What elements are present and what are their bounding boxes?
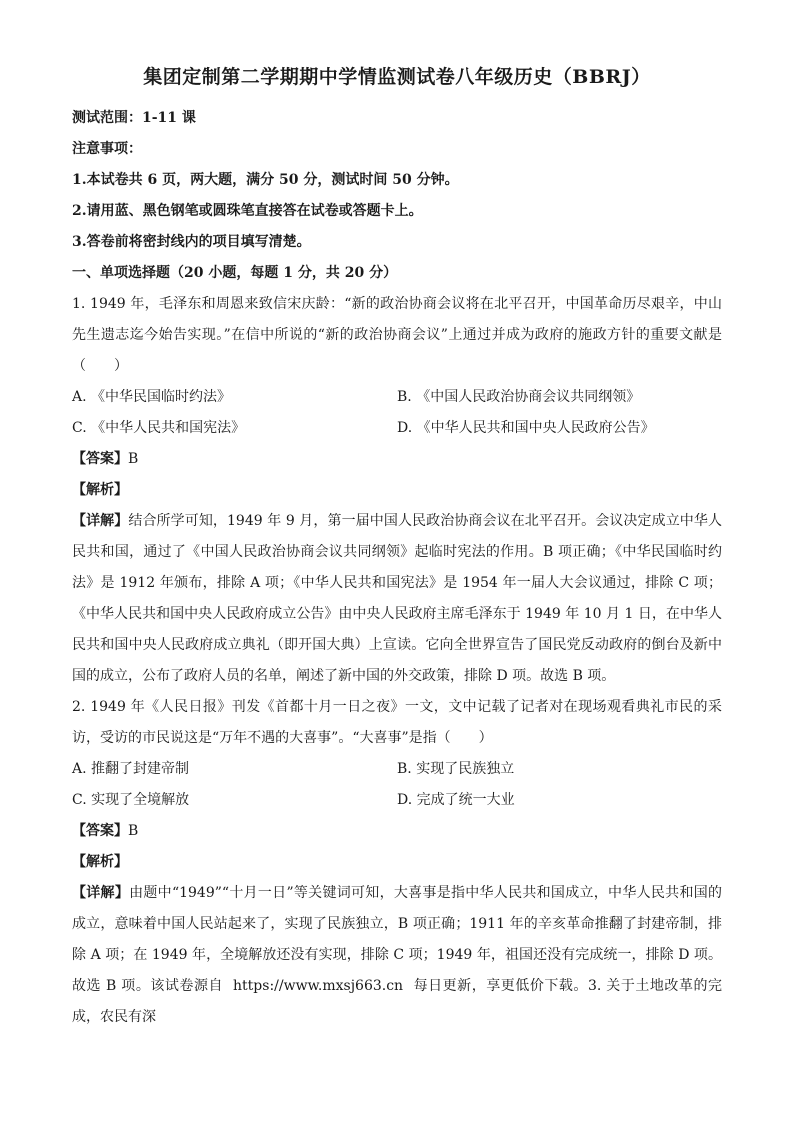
question-2-detail: [72, 878, 722, 1033]
answer-value: B: [128, 451, 139, 467]
option-a: A. 推翻了封建帝制: [72, 761, 190, 777]
question-2-options-row-2: [72, 785, 722, 816]
question-3-stem-start: 3. 关于土地改革的完成，农民有深: [72, 978, 722, 1025]
answer-label: 【答案】: [72, 451, 128, 467]
question-1-stem: 1. 1949 年，毛泽东和周恩来致信宋庆龄：“新的政治协商会议将在北平召开，中国革命历尽艰辛，中山先生遗志迄今始告实现。”在信中所说的“新的政治协商会议”上通过并成为政府的施政方针的重要文献是（ ）: [72, 296, 722, 374]
source-note-tail: 每日更新，享更低价下载。: [413, 978, 588, 994]
option-b: B. 《中国人民政治协商会议共同纲领》: [397, 389, 641, 405]
option-c: C. 实现了全境解放: [72, 792, 190, 808]
page-title: 集团定制第二学期期中学情监测试卷八年级历史（BBRJ）: [143, 66, 651, 88]
option-d: D. 《中华人民共和国中央人民政府公告》: [397, 420, 655, 436]
option-b: B. 实现了民族独立: [397, 761, 515, 777]
detail-label: 【详解】: [72, 513, 129, 529]
source-note: 该试卷源自: [150, 978, 224, 994]
detail-text: 由题中“1949”“十月一日”等关键词可知，大喜事是指中华人民共和国成立，中华人民共和国的成立，意味着中国人民站起来了，实现了民族独立，B 项正确；1911 年的辛亥革命推翻了封建帝制，排除 A 项；在 1949 年，全境解放还没有实现，排除 C 项；1949 年，祖国还没有完成统一，排除 D 项。故选 B 项。: [72, 885, 722, 994]
question-2-options-row-1: [72, 754, 722, 785]
test-scope: 测试范围：1-11 课: [72, 110, 196, 126]
option-c: C. 《中华人民共和国宪法》: [72, 420, 246, 436]
question-1-options-row-1: [72, 382, 722, 413]
question-1-answer: [72, 444, 722, 475]
detail-text: 结合所学可知，1949 年 9 月，第一届中国人民政治协商会议在北平召开。会议决定成立中华人民共和国，通过了《中国人民政治协商会议共同纲领》起临时宪法的作用。B 项正确；《中华民国临时约法》是 1912 年颁布，排除 A 项；《中华人民共和国宪法》是 1954 年一届人大会议通过，排除 C 项；《中华人民共和国中央人民政府成立公告》由中央人民政府主席毛泽东于 1949 年 10 月 1 日，在中华人民共和国中央人民政府成立典礼（即开国大典）上宣读。它向全世界宣告了国民党反动政府的倒台及新中国的成立，公布了政府人员的名单，阐述了新中国的外交政策，排除 D 项。故选 B 项。: [72, 513, 722, 684]
option-a: A. 《中华民国临时约法》: [72, 389, 232, 405]
detail-label: 【详解】: [72, 885, 130, 901]
exam-page: [72, 62, 722, 1033]
question-2-answer: [72, 816, 722, 847]
question-1-detail: [72, 506, 722, 692]
analysis-label: 【解析】: [72, 482, 128, 498]
note-item: 1.本试卷共 6 页，两大题，满分 50 分，测试时间 50 分钟。: [72, 172, 459, 188]
notes-heading: 注意事项：: [72, 141, 142, 157]
note-item: 3.答卷前将密封线内的项目填写清楚。: [72, 234, 311, 250]
question-2-stem: 2. 1949 年《人民日报》刊发《首都十月一日之夜》一文，文中记载了记者对在现场观看典礼市民的采访，受访的市民说这是“万年不遇的大喜事”。“大喜事”是指（ ）: [72, 699, 722, 746]
analysis-label: 【解析】: [72, 854, 128, 870]
answer-label: 【答案】: [72, 823, 128, 839]
note-item: 2.请用蓝、黑色钢笔或圆珠笔直接答在试卷或答题卡上。: [72, 203, 423, 219]
option-d: D. 完成了统一大业: [397, 792, 515, 808]
source-link[interactable]: https://www.mxsj663.cn: [233, 978, 404, 994]
answer-value: B: [128, 823, 139, 839]
question-1-options-row-2: [72, 413, 722, 444]
section-heading: 一、单项选择题（20 小题，每题 1 分，共 20 分）: [72, 265, 398, 281]
